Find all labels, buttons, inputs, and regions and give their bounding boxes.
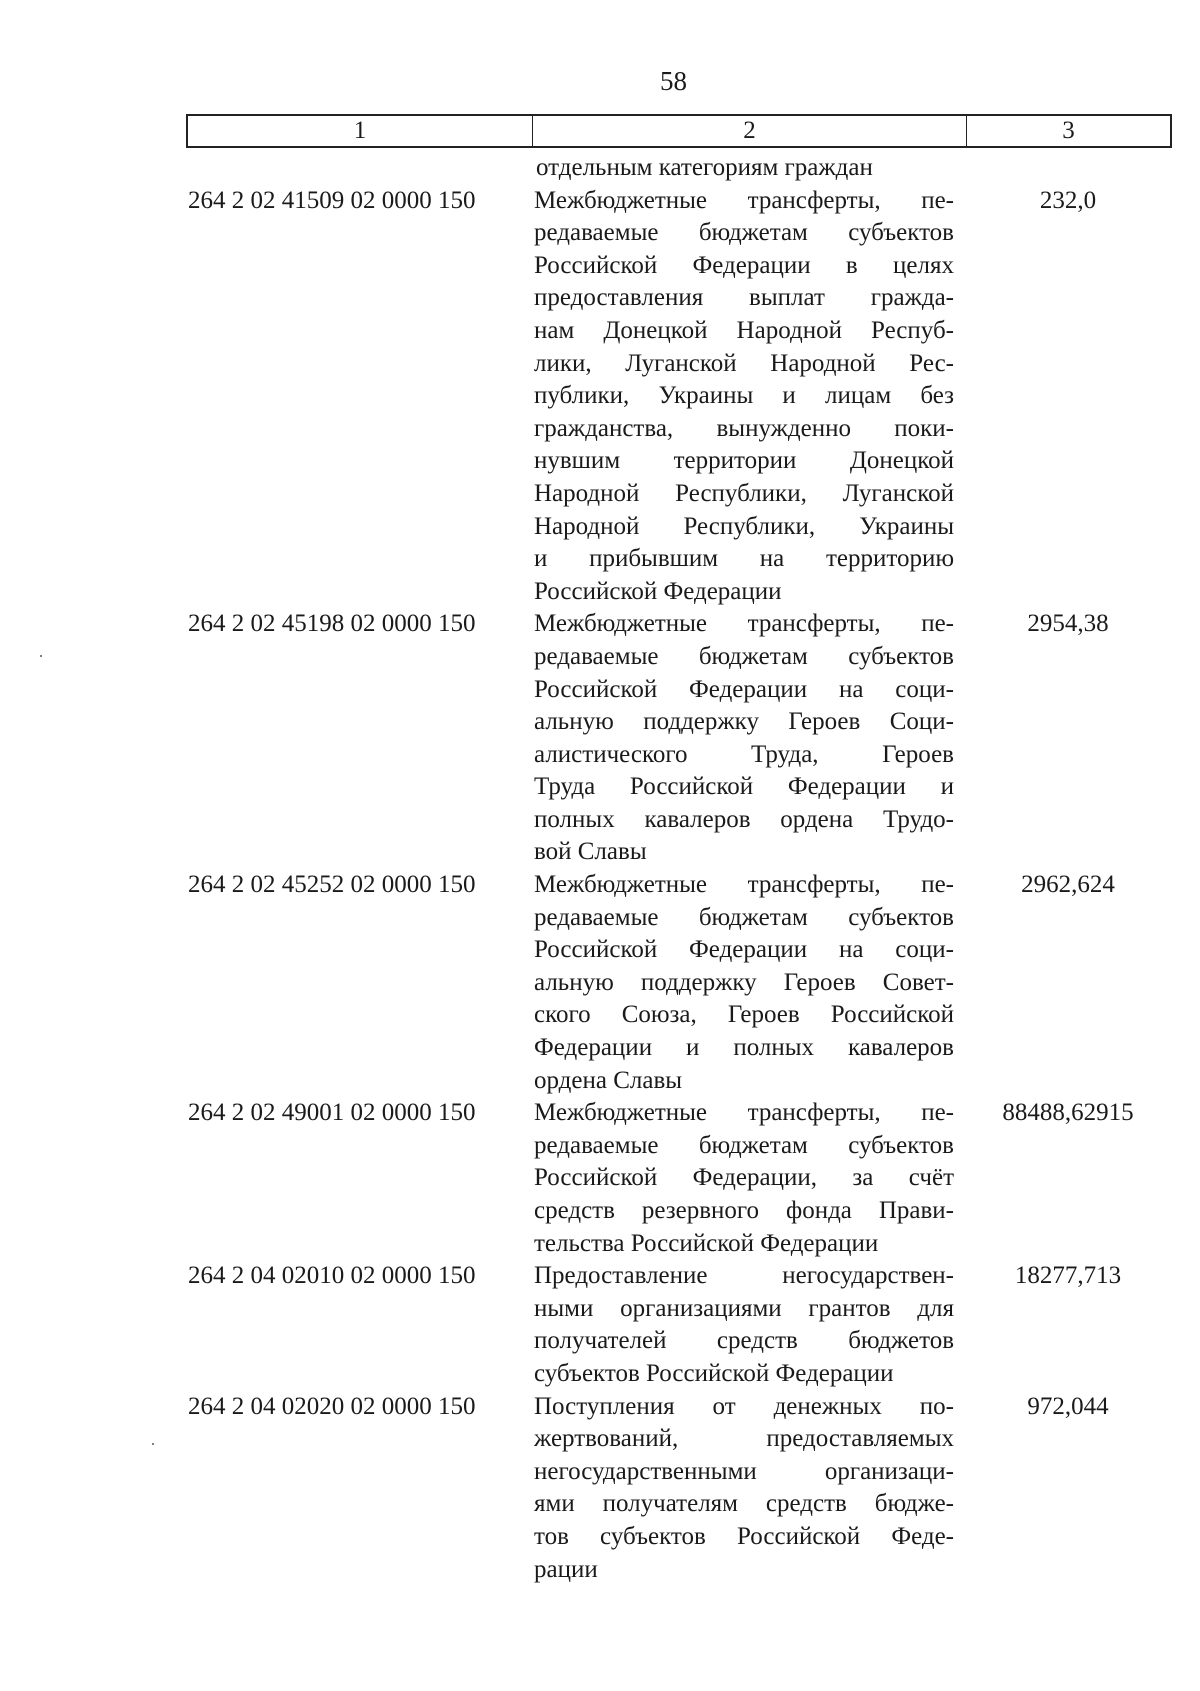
description-line: алистического Труда, Героев bbox=[534, 740, 954, 768]
description-line: Российской Федерации на соци- bbox=[534, 936, 954, 964]
revenue-description bbox=[534, 185, 954, 609]
table-row bbox=[188, 869, 1172, 1097]
description-line: Российской Федерации bbox=[534, 577, 782, 605]
amount-value: 2954,38 bbox=[1027, 610, 1109, 638]
description-line: альную поддержку Героев Соци- bbox=[534, 708, 954, 736]
description-line: и прибывшим на территорию bbox=[534, 545, 954, 573]
budget-code: 264 2 04 02020 02 0000 150 bbox=[188, 1392, 476, 1420]
description-line: альную поддержку Героев Совет- bbox=[534, 968, 954, 996]
amount-value: 88488,62915 bbox=[1002, 1099, 1134, 1127]
description-line: Межбюджетные трансферты, пе- bbox=[534, 1099, 954, 1127]
description-line: вой Славы bbox=[534, 838, 647, 866]
description-line: публики, Украины и лицам без bbox=[534, 382, 954, 410]
description-line: Российской Федерации на соци- bbox=[534, 675, 954, 703]
description-line: ордена Славы bbox=[534, 1066, 683, 1094]
continuation-text bbox=[536, 152, 956, 185]
budget-code: 264 2 02 41509 02 0000 150 bbox=[188, 186, 476, 214]
table-row bbox=[188, 1260, 1172, 1390]
description-line: Российской Федерации в целях bbox=[534, 251, 954, 279]
revenue-description bbox=[534, 1260, 954, 1390]
description-line: нувшим территории Донецкой bbox=[534, 447, 954, 475]
description-line: ского Союза, Героев Российской bbox=[534, 1001, 954, 1029]
description-line: Народной Республики, Луганской bbox=[534, 479, 954, 507]
description-line: Межбюджетные трансферты, пе- bbox=[534, 610, 954, 638]
description-line: негосударственными организаци- bbox=[534, 1457, 954, 1485]
budget-code: 264 2 02 45252 02 0000 150 bbox=[188, 871, 476, 899]
amount-value: 18277,713 bbox=[1014, 1262, 1122, 1290]
column-header-1: 1 bbox=[188, 116, 533, 146]
description-line: жертвований, предоставляемых bbox=[534, 1425, 954, 1453]
scan-speck bbox=[152, 1443, 154, 1445]
table-row bbox=[188, 185, 1172, 609]
description-line: редаваемые бюджетам субъектов bbox=[534, 1131, 954, 1159]
description-line: редаваемые бюджетам субъектов bbox=[534, 903, 954, 931]
description-line: нам Донецкой Народной Респуб- bbox=[534, 316, 954, 344]
budget-code: 264 2 02 49001 02 0000 150 bbox=[188, 1099, 476, 1127]
scan-speck bbox=[40, 655, 42, 657]
column-header-2: 2 bbox=[533, 116, 967, 146]
revenue-description bbox=[534, 1097, 954, 1260]
description-line: Народной Республики, Украины bbox=[534, 512, 954, 540]
description-line: тельства Российской Федерации bbox=[534, 1229, 879, 1257]
description-line: Предоставление негосударствен- bbox=[534, 1262, 954, 1290]
table-rows bbox=[188, 185, 1172, 1587]
description-line: полных кавалеров ордена Трудо- bbox=[534, 805, 954, 833]
description-line: Межбюджетные трансферты, пе- bbox=[534, 871, 954, 899]
amount-value: 232,0 bbox=[1039, 186, 1097, 214]
description-line: ными организациями грантов для bbox=[534, 1294, 954, 1322]
revenue-description bbox=[534, 608, 954, 869]
continuation-line: отдельным категориям граждан bbox=[536, 154, 873, 181]
description-line: ями получателям средств бюдже- bbox=[534, 1490, 954, 1518]
description-line: рации bbox=[534, 1555, 598, 1583]
table-row bbox=[188, 1097, 1172, 1260]
column-header-3: 3 bbox=[1062, 117, 1075, 144]
description-line: лики, Луганской Народной Рес- bbox=[534, 349, 954, 377]
amount-value: 972,044 bbox=[1027, 1392, 1109, 1420]
description-line: редаваемые бюджетам субъектов bbox=[534, 642, 954, 670]
table-header bbox=[186, 114, 1172, 148]
description-line: Труда Российской Федерации и bbox=[534, 773, 954, 801]
revenue-description bbox=[534, 1391, 954, 1587]
description-line: субъектов Российской Федерации bbox=[534, 1359, 894, 1387]
description-line: гражданства, вынужденно поки- bbox=[534, 414, 954, 442]
revenue-description bbox=[534, 869, 954, 1097]
page-number: 58 bbox=[660, 66, 687, 96]
table-body bbox=[188, 152, 1172, 1586]
description-line: получателей средств бюджетов bbox=[534, 1327, 954, 1355]
budget-code: 264 2 02 45198 02 0000 150 bbox=[188, 610, 476, 638]
table-row bbox=[188, 1391, 1172, 1587]
description-line: средств резервного фонда Прави- bbox=[534, 1197, 954, 1224]
description-line: редаваемые бюджетам субъектов bbox=[534, 219, 954, 247]
description-line: Поступления от денежных по- bbox=[534, 1392, 954, 1420]
description-line: предоставления выплат гражда- bbox=[534, 284, 954, 312]
description-line: Российской Федерации, за счёт bbox=[534, 1164, 954, 1192]
table-row bbox=[188, 608, 1172, 869]
description-line: Межбюджетные трансферты, пе- bbox=[534, 186, 954, 214]
description-line: тов субъектов Российской Феде- bbox=[534, 1522, 954, 1550]
budget-code: 264 2 04 02010 02 0000 150 bbox=[188, 1262, 476, 1290]
description-line: Федерации и полных кавалеров bbox=[534, 1034, 954, 1062]
amount-value: 2962,624 bbox=[1021, 871, 1115, 899]
